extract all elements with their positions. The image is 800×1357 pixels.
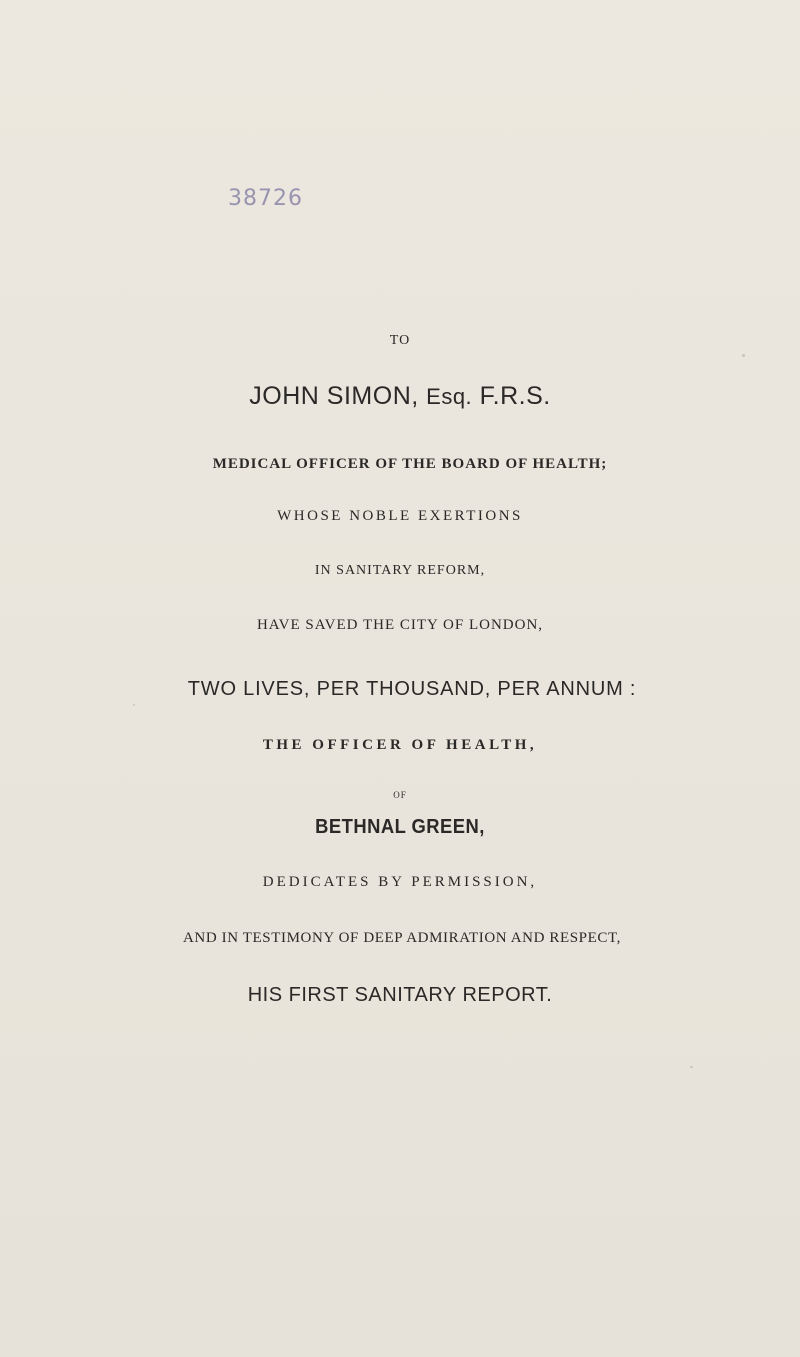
dedicatee-esq: Esq. xyxy=(426,384,473,409)
dedication-of: OF xyxy=(393,790,407,800)
dedication-line-medical-officer: MEDICAL OFFICER OF THE BOARD OF HEALTH; xyxy=(212,456,608,472)
bleed-through-shadow xyxy=(0,120,800,167)
dedication-line-noble-exertions: WHOSE NOBLE EXERTIONS xyxy=(277,508,523,524)
paper-speck xyxy=(133,704,135,706)
library-stamp-number: 38726 xyxy=(228,186,303,211)
dedication-line-testimony: AND IN TESTIMONY OF DEEP ADMIRATION AND RESPECT, xyxy=(183,930,621,946)
dedication-line-first-report: HIS FIRST SANITARY REPORT. xyxy=(247,984,553,1006)
paper-speck xyxy=(742,354,745,357)
dedication-line-sanitary-reform: IN SANITARY REFORM, xyxy=(314,563,486,578)
dedication-line-bethnal-green: BETHNAL GREEN, xyxy=(315,816,485,838)
dedication-to: TO xyxy=(389,333,411,348)
dedication-line-two-lives: TWO LIVES, PER THOUSAND, PER ANNUM : xyxy=(187,678,637,700)
dedication-line-officer-of-health: THE OFFICER OF HEALTH, xyxy=(262,737,538,753)
dedicatee-suffix: F.R.S. xyxy=(472,382,551,410)
paper-speck xyxy=(690,1066,693,1068)
dedication-line-by-permission: DEDICATES BY PERMISSION, xyxy=(262,874,538,890)
dedicatee-name xyxy=(0,382,800,411)
dedicatee-name-main: JOHN SIMON, xyxy=(249,382,427,410)
dedication-line-city-of-london: HAVE SAVED THE CITY OF LONDON, xyxy=(256,617,544,633)
